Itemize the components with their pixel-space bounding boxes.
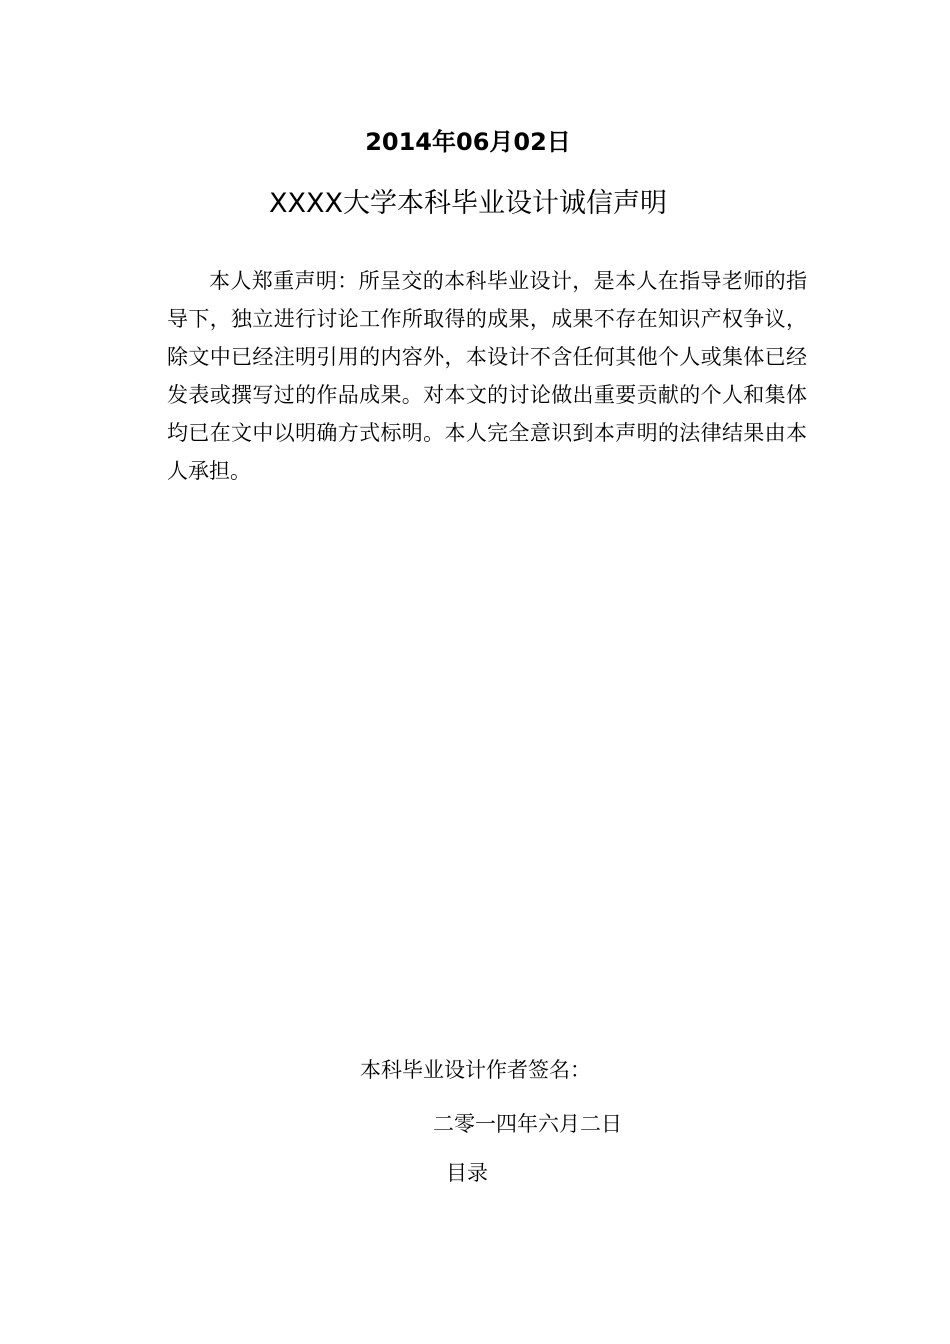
signature-date: 二零一四年六月二日	[433, 1112, 622, 1136]
table-of-contents-heading: 目录	[446, 1161, 488, 1185]
declaration-title: XXXX大学本科毕业设计诚信声明	[269, 188, 667, 219]
author-signature-label: 本科毕业设计作者签名：	[360, 1058, 591, 1082]
declaration-paragraph: 本人郑重声明：所呈交的本科毕业设计，是本人在指导老师的指导下，独立进行讨论工作所取得的成果，成果不存在知识产权争议，除文中已经注明引用的内容外，本设计不含任何其他个人或集体已经发表或撰写过的作品成果。对本文的讨论做出重要贡献的个人和集体均已在文中以明确方式标明。本人完全意识到本声明的法律结果由本人承担。	[167, 269, 807, 483]
date-heading: 2014年06月02日	[365, 128, 571, 156]
